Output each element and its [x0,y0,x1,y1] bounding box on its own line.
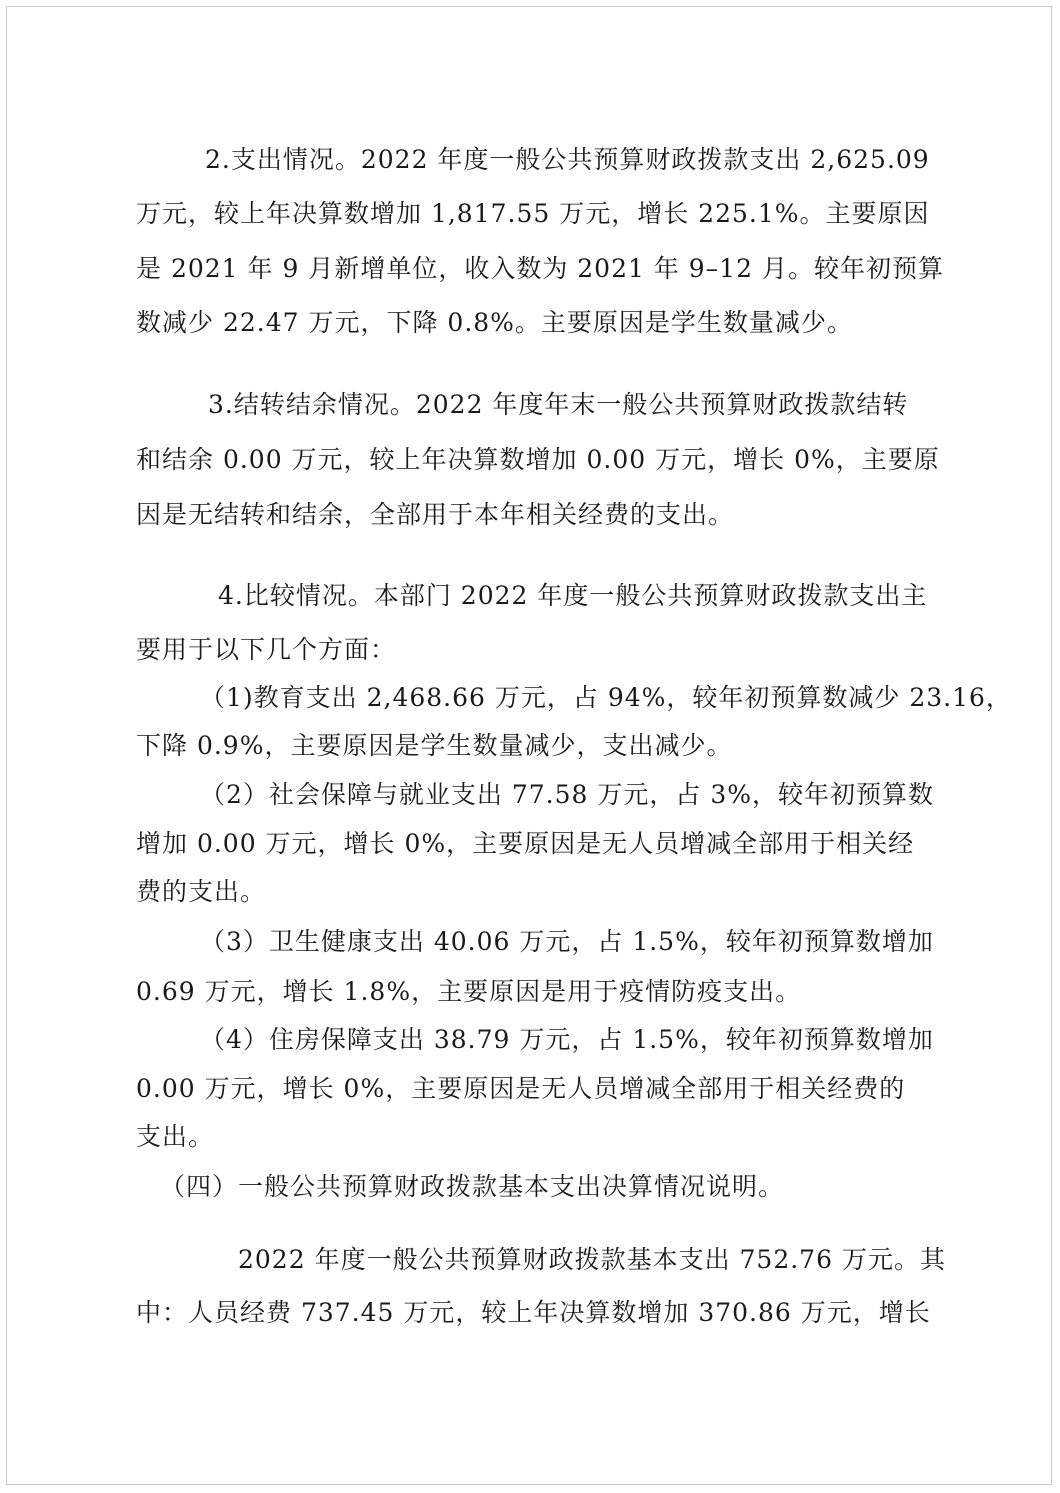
para-4-line-2: 要用于以下几个方面： [136,635,397,664]
item-4-line-1: （4）住房保障支出 38.79 万元，占 1.5%，较年初预算数增加 [200,1025,934,1054]
section-heading: （四）一般公共预算财政拨款基本支出决算情况说明。 [160,1172,785,1201]
item-2-line-3: 费的支出。 [136,877,267,906]
item-2-line-2: 增加 0.00 万元，增长 0%，主要原因是无人员增减全部用于相关经 [136,829,915,858]
item-3-line-2: 0.69 万元，增长 1.8%，主要原因是用于疫情防疫支出。 [136,977,802,1006]
item-4-line-3: 支出。 [136,1122,215,1151]
para-2-line-1: 2.支出情况。2022 年度一般公共预算财政拨款支出 2,625.09 [205,145,930,174]
item-2-line-1: （2）社会保障与就业支出 77.58 万元，占 3%，较年初预算数 [200,780,934,809]
para-2-line-2: 万元，较上年决算数增加 1,817.55 万元，增长 225.1%。主要原因 [136,199,930,228]
para-3-line-2: 和结余 0.00 万元，较上年决算数增加 0.00 万元，增长 0%，主要原 [136,445,940,474]
item-1-line-2: 下降 0.9%，主要原因是学生数量减少，支出减少。 [136,731,733,760]
para-5-line-2: 中：人员经费 737.45 万元，较上年决算数增加 370.86 万元，增长 [136,1298,931,1327]
para-3-line-1: 3.结转结余情况。2022 年度年末一般公共预算财政拨款结转 [208,390,909,419]
para-3-line-3: 因是无结转和结余，全部用于本年相关经费的支出。 [136,500,735,529]
item-4-line-2: 0.00 万元，增长 0%，主要原因是无人员增减全部用于相关经费的 [136,1074,906,1103]
para-2-line-3: 是 2021 年 9 月新增单位，收入数为 2021 年 9–12 月。较年初预算 [136,254,944,283]
item-3-line-1: （3）卫生健康支出 40.06 万元，占 1.5%，较年初预算数增加 [200,927,934,956]
para-2-line-4: 数减少 22.47 万元，下降 0.8%。主要原因是学生数量减少。 [136,308,853,337]
para-4-line-1: 4.比较情况。本部门 2022 年度一般公共预算财政拨款支出主 [218,581,928,610]
item-1-line-1: （1)教育支出 2,468.66 万元，占 94%，较年初预算数减少 23.16， [200,683,1012,712]
para-5-line-1: 2022 年度一般公共预算财政拨款基本支出 752.76 万元。其 [238,1245,946,1274]
